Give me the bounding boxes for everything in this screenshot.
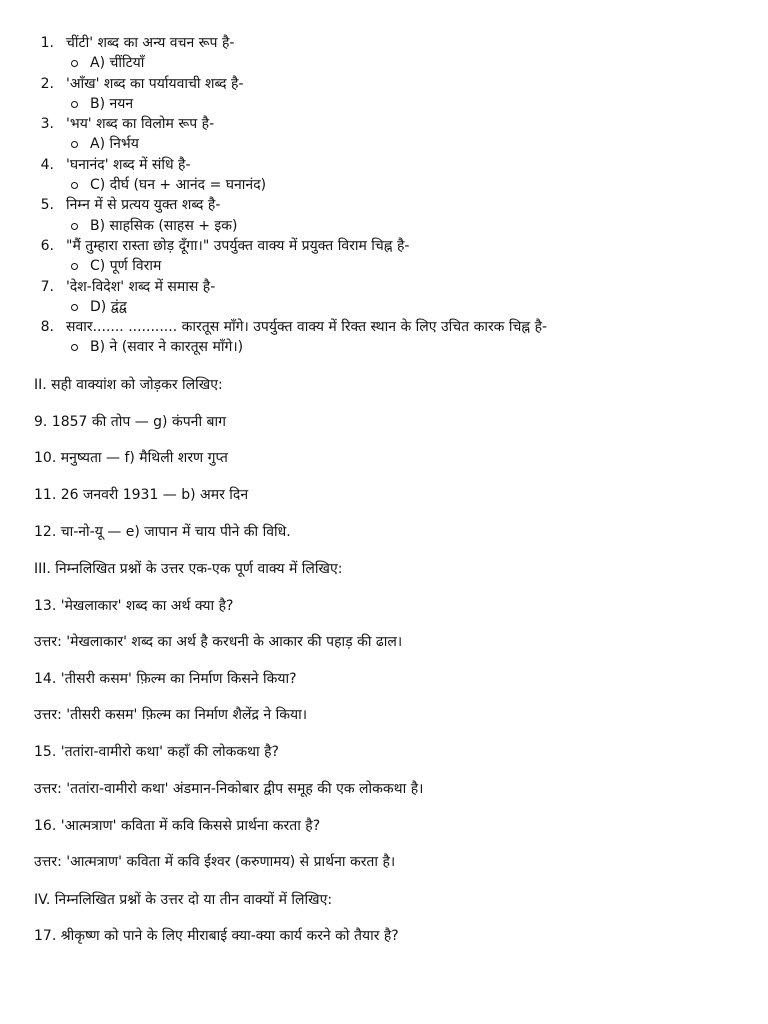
question-text: 'भय' शब्द का विलोम रूप है- xyxy=(66,116,215,133)
question-text: 'आँख' शब्द का पर्यायवाची शब्द है- xyxy=(66,75,244,92)
answer-text: A) निर्भय xyxy=(90,136,139,153)
question-text: "मैं तुम्हारा रास्ता छोड़ दूँगा।" उपर्युक्त वाक्य में प्रयुक्त विराम चिह्न है- xyxy=(66,237,410,254)
match-item: 12. चा-नो-यू — e) जापान में चाय पीने की विधि. xyxy=(34,524,291,540)
question-number: 5. xyxy=(40,197,54,214)
mcq-list xyxy=(34,33,754,358)
circle-bullet-icon xyxy=(71,141,78,148)
match-item: 11. 26 जनवरी 1931 — b) अमर दिन xyxy=(34,487,249,503)
short-question: 15. 'ततांरा-वामीरो कथा' कहाँ की लोककथा है? xyxy=(34,744,279,760)
short-answer: उत्तर: 'आत्मत्राण' कविता में कवि ईश्वर (करुणामय) से प्रार्थना करता है। xyxy=(34,854,396,870)
match-item: 10. मनुष्यता — f) मैथिली शरण गुप्त xyxy=(34,450,228,466)
answer-option xyxy=(34,53,754,73)
answer-option xyxy=(34,256,754,276)
short-answer: उत्तर: 'तीसरी कसम' फ़िल्म का निर्माण शैलेंद्र ने किया। xyxy=(34,707,308,723)
question-item xyxy=(34,33,754,53)
question-item xyxy=(34,195,754,215)
question-text: निम्न में से प्रत्यय युक्त शब्द है- xyxy=(66,197,221,214)
circle-bullet-icon xyxy=(71,60,78,67)
section-heading-2: II. सही वाक्यांश को जोड़कर लिखिए: xyxy=(34,377,223,393)
question-number: 8. xyxy=(40,319,54,336)
answer-option xyxy=(34,134,754,154)
answer-text: B) ने (सवार ने कारतूस माँगे।) xyxy=(90,339,244,356)
answer-option xyxy=(34,94,754,114)
answer-text: C) दीर्घ (घन + आनंद = घनानंद) xyxy=(90,177,267,194)
question-number: 3. xyxy=(40,116,54,133)
question-item xyxy=(34,114,754,134)
circle-bullet-icon xyxy=(71,101,78,108)
section-heading-4: IV. निम्नलिखित प्रश्नों के उत्तर दो या तीन वाक्यों में लिखिए: xyxy=(34,892,333,908)
circle-bullet-icon xyxy=(71,344,78,351)
question-number: 6. xyxy=(40,237,54,254)
question-item xyxy=(34,277,754,297)
circle-bullet-icon xyxy=(71,304,78,311)
long-question: 17. श्रीकृष्ण को पाने के लिए मीराबाई क्या-क्या कार्य करने को तैयार है? xyxy=(34,928,399,944)
answer-option xyxy=(34,175,754,195)
question-text: 'घनानंद' शब्द में संधि है- xyxy=(66,156,191,173)
circle-bullet-icon xyxy=(71,263,78,270)
answer-text: A) चींटियाँ xyxy=(90,55,145,72)
question-item xyxy=(34,236,754,256)
question-item xyxy=(34,74,754,94)
answer-text: B) साहसिक (साहस + इक) xyxy=(90,217,238,234)
short-question: 16. 'आत्मत्राण' कविता में कवि किससे प्रार्थना करता है? xyxy=(34,818,321,834)
answer-text: C) पूर्ण विराम xyxy=(90,258,162,275)
match-item: 9. 1857 की तोप — g) कंपनी बाग xyxy=(34,414,227,430)
question-text: सवार....... ........... कारतूस माँगे। उपर्युक्त वाक्य में रिक्त स्थान के लिए उचित कारक चिह्न है- xyxy=(66,319,548,336)
question-item xyxy=(34,317,754,337)
answer-option xyxy=(34,337,754,357)
question-number: 7. xyxy=(40,278,54,295)
answer-text: B) नयन xyxy=(90,95,134,112)
answer-text: D) द्वंद्व xyxy=(90,298,127,315)
question-number: 4. xyxy=(40,156,54,173)
section-heading-3: III. निम्नलिखित प्रश्नों के उत्तर एक-एक पूर्ण वाक्य में लिखिए: xyxy=(34,561,343,577)
short-answer: उत्तर: 'मेखलाकार' शब्द का अर्थ है करधनी के आकार की पहाड़ की ढाल। xyxy=(34,634,403,650)
question-text: 'देश-विदेश' शब्द में समास है- xyxy=(66,278,216,295)
circle-bullet-icon xyxy=(71,223,78,230)
short-question: 13. 'मेखलाकार' शब्द का अर्थ क्या है? xyxy=(34,598,234,614)
answer-option xyxy=(34,297,754,317)
question-item xyxy=(34,155,754,175)
short-question: 14. 'तीसरी कसम' फ़िल्म का निर्माण किसने किया? xyxy=(34,671,297,687)
short-answer: उत्तर: 'ततांरा-वामीरो कथा' अंडमान-निकोबार द्वीप समूह की एक लोककथा है। xyxy=(34,781,424,797)
answer-option xyxy=(34,216,754,236)
question-number: 1. xyxy=(40,35,54,51)
circle-bullet-icon xyxy=(71,182,78,189)
question-text: चींटी' शब्द का अन्य वचन रूप है- xyxy=(66,35,235,51)
question-number: 2. xyxy=(40,75,54,92)
